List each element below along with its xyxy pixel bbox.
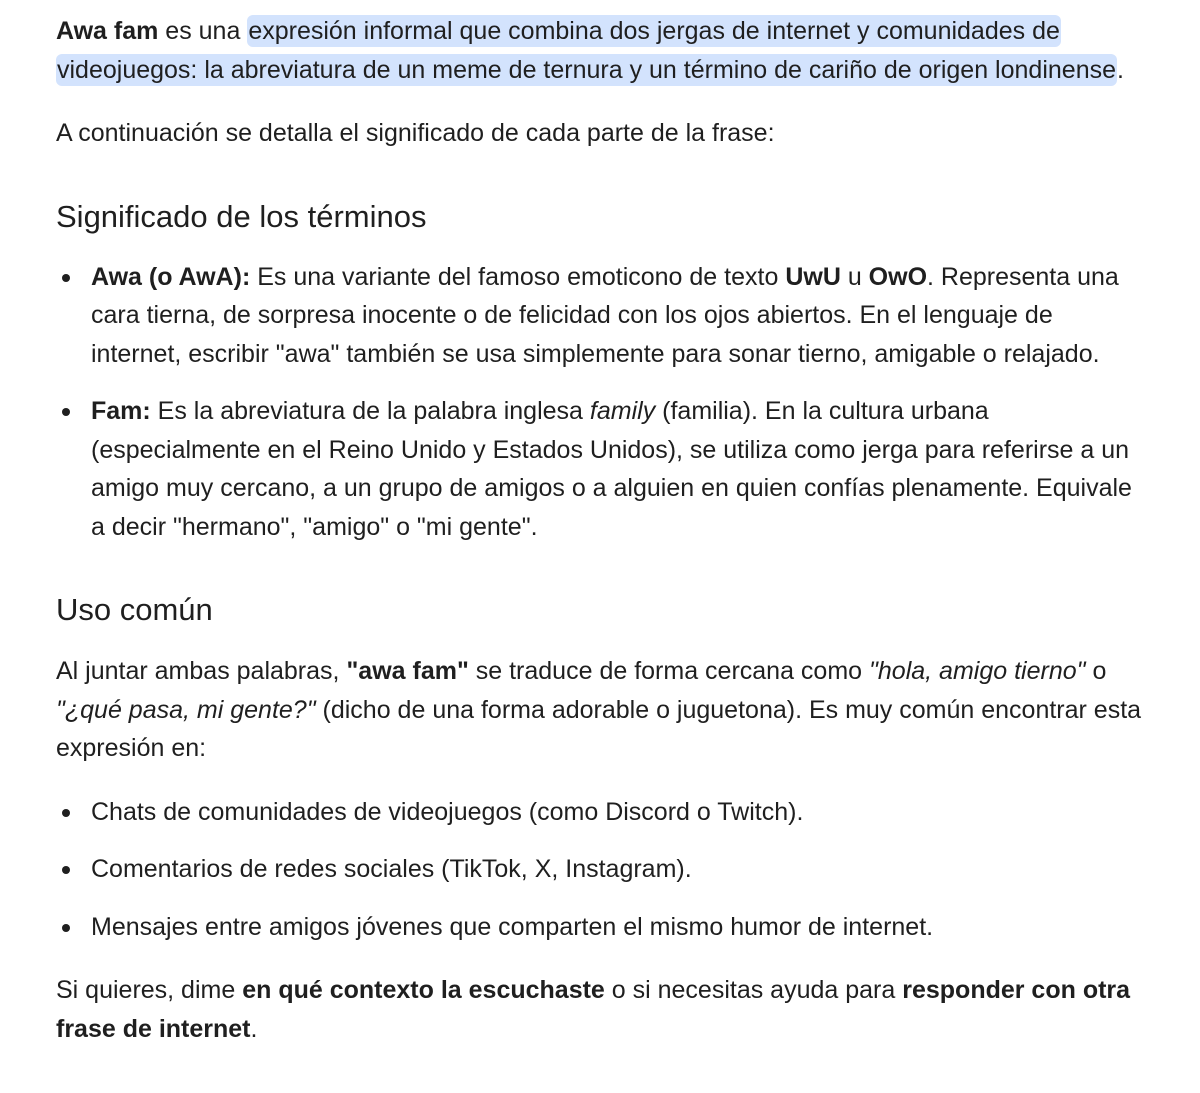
- highlighted-explanation[interactable]: expresión informal que combina dos jergas de internet y comunidades de videojuegos: la abreviatura de un meme de ternura y un término de cariño de origen londinense: [57, 17, 1116, 84]
- bullet-icon: [62, 809, 70, 817]
- section-heading-uso: Uso común: [56, 592, 213, 627]
- intro-paragraph: [56, 12, 1146, 89]
- uso-italic: "hola, amigo tierno": [869, 657, 1086, 685]
- list-item-text: Chats de comunidades de videojuegos (como Discord o Twitch).: [91, 797, 804, 826]
- bullet-icon: [62, 274, 70, 282]
- term-label: Awa (o AwA):: [91, 262, 251, 291]
- uso-paragraph: [56, 652, 1146, 768]
- closing-paragraph: [56, 971, 1146, 1048]
- uso-italic: "¿qué pasa, mi gente?": [56, 695, 316, 724]
- bullet-icon: [62, 866, 70, 874]
- list-item-text: Mensajes entre amigos jóvenes que comparten el mismo humor de internet.: [91, 912, 934, 941]
- response-content: [56, 12, 1146, 1048]
- term-text: Es la abreviatura de la palabra inglesa: [150, 397, 590, 425]
- closing-text: o si necesitas ayuda para: [604, 976, 903, 1004]
- section-heading-terms: Significado de los términos: [56, 198, 427, 234]
- closing-bold: responder con otra frase de internet: [56, 976, 1131, 1043]
- uso-text: (dicho de una forma adorable o juguetona). Es muy común encontrar esta expresión en:: [56, 695, 1142, 762]
- closing-text: .: [250, 1014, 258, 1043]
- bullet-icon: [62, 924, 70, 932]
- list-item-awa: [91, 258, 1146, 374]
- uso-text: Al juntar ambas palabras,: [56, 657, 347, 685]
- uso-text: se traduce de forma cercana como: [468, 657, 870, 685]
- list-item-fam: [91, 392, 1146, 546]
- intro-term: Awa fam: [56, 17, 159, 45]
- emoticon-uwu: UwU: [785, 262, 841, 291]
- term-text: (familia). En la cultura urbana (especialmente en el Reino Unido y Estados Unidos), se utiliza como jerga para referirse a un amigo muy cercano, a un grupo de amigos o a alguien en quien confías plenamente. Equivale a decir "hermano", "amigo" o "mi gente".: [91, 397, 1132, 541]
- lead-paragraph: A continuación se detalla el significado de cada parte de la frase:: [56, 119, 775, 147]
- uses-list: [56, 793, 1146, 947]
- term-label: Fam:: [91, 397, 151, 425]
- bullet-icon: [62, 408, 70, 416]
- term-italic: family: [589, 397, 656, 425]
- list-item-text: Comentarios de redes sociales (TikTok, X, Instagram).: [91, 855, 692, 883]
- list-item: [91, 908, 1146, 947]
- intro-connector: es una: [158, 17, 248, 45]
- intro-end: .: [1117, 55, 1124, 84]
- term-text: . Representa una cara tierna, de sorpresa inocente o de felicidad con los ojos abiertos. En el lenguaje de internet, escribir "awa" también se usa simplemente para sonar tierno, amigable o relajado.: [91, 262, 1119, 368]
- closing-text: Si quieres, dime: [56, 976, 243, 1004]
- list-item: [91, 793, 1146, 832]
- terms-list: [56, 258, 1146, 547]
- emoticon-owo: OwO: [868, 262, 928, 291]
- list-item: [91, 850, 1146, 889]
- term-text: u: [840, 262, 869, 291]
- uso-text: o: [1085, 657, 1107, 685]
- uso-bold: "awa fam": [346, 657, 469, 685]
- closing-bold: en qué contexto la escuchaste: [242, 976, 605, 1004]
- term-text: Es una variante del famoso emoticono de texto: [250, 262, 786, 291]
